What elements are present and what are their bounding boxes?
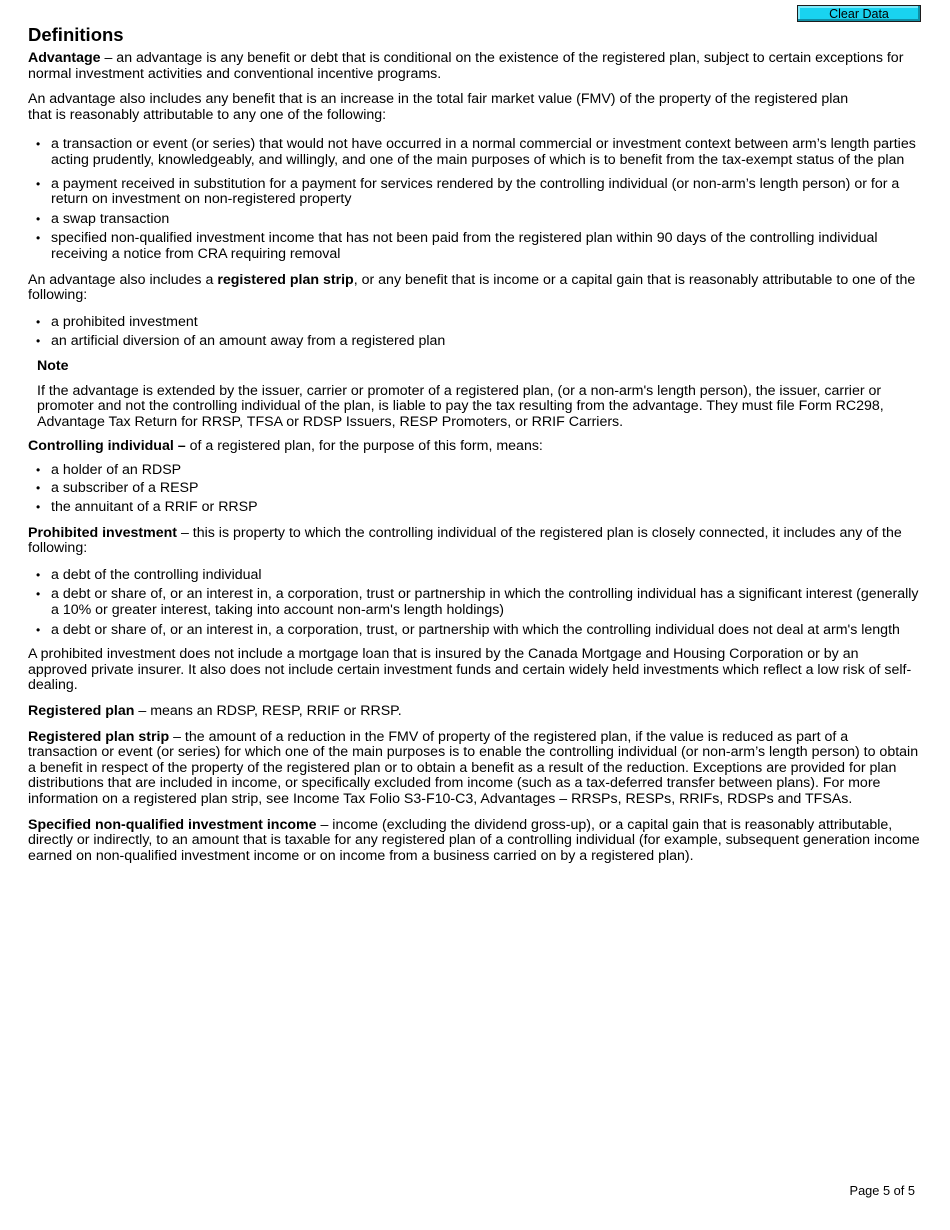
note-text: If the advantage is extended by the issuer, carrier or promoter of a registered plan, (or a non-arm's length person), the issuer, carrier or promoter and not the controlling individual of the plan, is liable to pay the tax resulting from the advantage. They must file Form RC298, Advantage Tax Return for RRSP, TFSA or RDSP Issuers, RESP Promoters, or RRIF Carriers. [37,382,884,430]
registered-plan-term: Registered plan [28,703,135,719]
controlling-list [28,463,920,516]
list-item: • the annuitant of a RRIF or RRSP [28,500,920,516]
strip-term: registered plan strip [217,271,354,288]
list-item: • an artificial diversion of an amount away from a registered plan [28,334,920,350]
advantage-text: – an advantage is any benefit or debt that is conditional on the existence of the registered plan, subject to certain exceptions for normal investment activities and conventional incentive programs. [28,50,904,82]
note-block [28,359,920,430]
advantage-strip-list [28,315,920,350]
prohibited-text: – this is property to which the controlling individual of the registered plan is closely connected, it includes any of the following: [28,524,902,557]
list-item: • a subscriber of a RESP [28,481,920,497]
list-item: • a payment received in substitution for a payment for services rendered by the controlling individual (or non-arm’s length person) or for a return on investment on non-registered property [28,177,920,208]
prohibited-term: Prohibited investment [28,524,177,541]
registered-plan-definition [28,704,920,720]
clear-data-button[interactable]: Clear Data [797,5,921,22]
registered-plan-strip-definition [28,730,920,808]
controlling-text: of a registered plan, for the purpose of this form, means: [185,438,543,455]
specified-text: – income (excluding the dividend gross-up), or a capital gain that is reasonably attributable, directly or indirectly, to an amount that is taxable for any registered plan of a controlling individual (for example, subsequent generation income earned on non-qualified investment income or on income from a business carried on by a registered plan). [28,816,920,864]
list-item: • specified non-qualified investment income that has not been paid from the registered plan within 90 days of the controlling individual receiving a notice from CRA requiring removal [28,231,920,262]
list-item: • a swap transaction [28,212,920,228]
strip-pre-text: An advantage also includes a [28,271,218,288]
list-item: • a debt or share of, or an interest in, a corporation, trust or partnership in which the controlling individual has a significant interest (generally a 10% or greater interest, taking into account non-arm's length holdings) [28,587,920,618]
page-number: Page 5 of 5 [849,1183,915,1198]
advantage-fmv-paragraph: An advantage also includes any benefit that is an increase in the total fair market value (FMV) of the property of the registered plan that is reasonably attributable to any one of the following: [28,91,849,123]
list-item: • a prohibited investment [28,315,920,331]
controlling-term: Controlling individual – [28,438,186,455]
advantage-definition [28,51,920,82]
list-item: • a holder of an RDSP [28,463,920,479]
prohibited-exclusion-paragraph: A prohibited investment does not include a mortgage loan that is insured by the Canada Mortgage and Housing Corporation or by an approved private insurer. It also does not include certain investment funds and certain widely held investments which reflect a low risk of self-dealing. [28,646,912,694]
advantage-strip-paragraph [28,273,920,304]
advantage-list [28,137,920,262]
registered-plan-text: – means an RDSP, RESP, RRIF or RRSP. [134,703,402,719]
page-title: Definitions [28,24,124,45]
prohibited-investment-definition [28,526,920,557]
list-item: • a debt of the controlling individual [28,568,920,584]
registered-plan-strip-term: Registered plan strip [28,728,170,745]
list-item: • a transaction or event (or series) that would not have occurred in a normal commercial or investment context between arm’s length parties acting prudently, knowledgeably, and willingly, and one of the main purposes of which is to benefit from the tax-exempt status of the plan [28,137,920,168]
prohibited-list [28,568,920,638]
specified-income-definition [28,818,920,865]
definitions-content [28,51,920,874]
strip-post-text: , or any benefit that is income or a capital gain that is reasonably attributable to one of the following: [28,271,916,304]
registered-plan-strip-text: – the amount of a reduction in the FMV of property of the registered plan, if the value is reduced as part of a transaction or event (or series) for which one of the main purposes is to enable the controlling individual (or non-arm’s length person) to obtain a benefit in respect of the property of the registered plan or to obtain a benefit as a result of the reduction. Exceptions are provided for plan distributions that are included in income, or specifically excluded from income (such as a tax-deferred transfer between plans). For more information on a registered plan strip, see Income Tax Folio S3-F10-C3, Advantages – RRSPs, RESPs, RRIFs, RDSPs and TFSAs. [28,728,919,807]
advantage-term: Advantage [28,50,101,66]
specified-term: Specified non-qualified investment income [28,816,317,833]
controlling-individual-definition [28,439,920,455]
note-heading: Note [37,357,69,374]
list-item: • a debt or share of, or an interest in, a corporation, trust, or partnership with which the controlling individual does not deal at arm's length [28,623,920,639]
